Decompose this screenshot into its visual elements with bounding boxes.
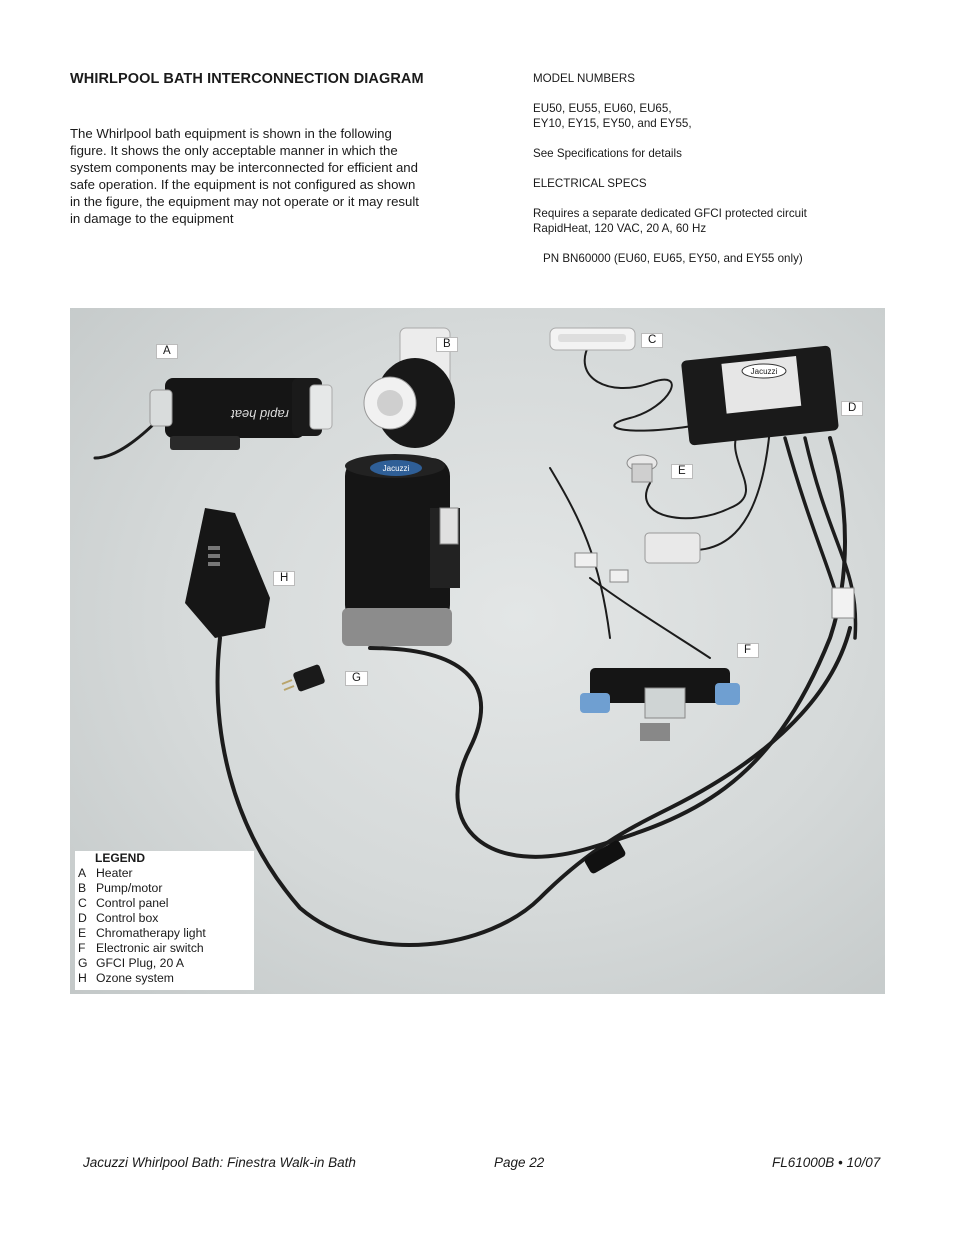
intro-paragraph	[70, 125, 455, 227]
intro-line: figure. It shows the only acceptable manner in which the	[70, 143, 398, 158]
callout-label: D	[841, 401, 863, 416]
legend-title: LEGEND	[95, 851, 146, 865]
legend-box	[75, 851, 254, 990]
controlbox-brand-text: Jacuzzi	[750, 367, 778, 376]
intro-line: The Whirlpool bath equipment is shown in the following	[70, 126, 392, 141]
model-numbers-line: EU50, EU55, EU60, EU65,	[533, 102, 672, 115]
light-harness	[670, 428, 770, 550]
page-heading: WHIRLPOOL BATH INTERCONNECTION DIAGRAM	[70, 71, 424, 87]
chromatherapy-light	[627, 455, 657, 482]
pump-motor	[342, 328, 460, 646]
legend-item: F Electronic air switch	[78, 941, 204, 955]
model-numbers-line: EY10, EY15, EY50, and EY55,	[533, 117, 692, 130]
legend-item: D Control box	[78, 911, 159, 925]
model-numbers-title: MODEL NUMBERS	[533, 72, 635, 85]
interconnection-photo	[70, 308, 885, 994]
control-box	[681, 345, 839, 445]
ozone-unit	[185, 508, 270, 638]
heater-brand-text: rapid heat	[231, 407, 289, 422]
connector	[575, 553, 597, 567]
callout-label: H	[273, 571, 295, 586]
electrical-specs-title: ELECTRICAL SPECS	[533, 177, 647, 190]
pump-brand-text: Jacuzzi	[382, 464, 410, 473]
intro-line: system components may be interconnected for efficient and	[70, 160, 418, 175]
legend-item: B Pump/motor	[78, 881, 163, 895]
callout-label: A	[156, 344, 178, 359]
gfci-requirement: Requires a separate dedicated GFCI protected circuit	[533, 207, 807, 220]
callout-label: G	[345, 671, 368, 686]
see-specifications-note: See Specifications for details	[533, 147, 682, 160]
legend-item: A Heater	[78, 866, 133, 880]
light-driver	[645, 533, 700, 563]
intro-line: safe operation. If the equipment is not configured as shown	[70, 177, 416, 192]
callout-label: C	[641, 333, 663, 348]
electrical-requirements	[533, 206, 893, 236]
heater-unit	[150, 378, 332, 450]
callout-label: E	[671, 464, 693, 479]
intro-line: in damage to the equipment	[70, 211, 234, 226]
intro-line: in the figure, the equipment may not operate or it may result	[70, 194, 419, 209]
legend-item: G GFCI Plug, 20 A	[78, 956, 185, 970]
legend-item: E Chromatherapy light	[78, 926, 206, 940]
callout-label: F	[737, 643, 759, 658]
footer-title: Jacuzzi Whirlpool Bath: Finestra Walk-in Bath	[83, 1155, 356, 1170]
part-number-line: PN BN60000 (EU60, EU65, EY50, and EY55 only)	[543, 252, 803, 265]
callout-label: B	[436, 337, 458, 352]
connector	[610, 570, 628, 582]
control-panel	[550, 328, 635, 350]
footer-page-number: Page 22	[494, 1155, 545, 1170]
legend-item: C Control panel	[78, 896, 169, 910]
specs-column	[533, 71, 893, 281]
model-numbers-list	[533, 101, 893, 131]
legend-item: H Ozone system	[78, 971, 174, 985]
footer-doc-id: FL61000B • 10/07	[772, 1155, 881, 1170]
rapidheat-rating: RapidHeat, 120 VAC, 20 A, 60 Hz	[533, 222, 707, 235]
air-switch	[580, 668, 740, 741]
connector	[832, 588, 854, 618]
gfci-plug	[282, 664, 326, 692]
